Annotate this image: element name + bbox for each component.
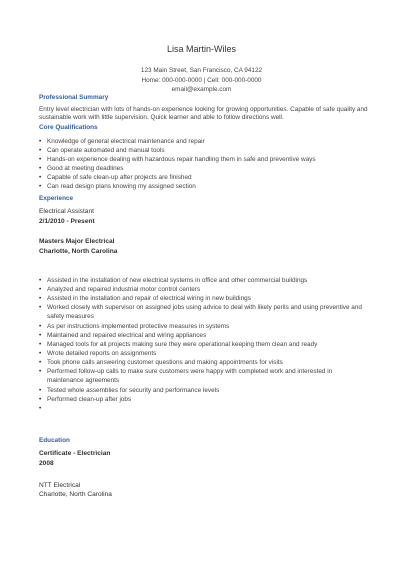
contact-block — [0, 66, 403, 95]
list-item: • Knowledge of general electrical maintenance and repair — [39, 137, 369, 146]
job-date: 2/1/2010 - Present — [39, 218, 95, 225]
email-line: email@example.com — [171, 86, 232, 93]
list-item: • Hands-on experience dealing with hazardous repair handling them in safe and preventive ways — [39, 155, 369, 164]
address-line: 123 Main Street, San Francisco, CA 94122 — [140, 67, 263, 74]
certificate-title: Certificate - Electrician — [39, 450, 111, 457]
section-heading-experience: Experience — [39, 195, 74, 202]
certificate-year: 2008 — [39, 460, 54, 467]
list-item: • As per instructions implemented protective measures in systems — [39, 322, 369, 331]
degree-title: Masters Major Electrical — [39, 238, 115, 245]
list-item: • Performed follow-up calls to make sure customers were happy with completed work and interested in maintenance agreements — [39, 367, 369, 386]
list-item: • Tested whole assemblies for security and performance levels — [39, 386, 369, 395]
list-item: • Can operate automated and manual tools — [39, 146, 369, 155]
list-item: • Worked closely with supervisor on assigned jobs using advice to deal with likely perils and using preventive and safety measures — [39, 303, 369, 322]
list-item: • Assisted in the installation of new electrical systems in office and other commercial buildings — [39, 276, 369, 285]
section-heading-summary: Professional Summary — [39, 94, 109, 101]
list-item: • Assisted in the installation and repair of electrical wiring in new buildings — [39, 294, 369, 303]
list-item: • Took phone calls answering customer questions and making appointments for visits — [39, 358, 369, 367]
phone-line: Home: 000-000-0000 | Cell: 000-000-0000 — [141, 76, 262, 84]
school-location: Charlotte, North Carolina — [39, 491, 112, 498]
section-heading-core-qualifications: Core Qualifications — [39, 124, 98, 131]
list-item: • Wrote detailed reports on assignments — [39, 349, 369, 358]
duties-list — [39, 276, 369, 404]
core-qualifications-list — [39, 137, 369, 191]
list-item: • Can read design plans knowing my assigned section — [39, 182, 369, 191]
job-title: Electrical Assistant — [39, 208, 94, 215]
list-item: • Managed tools for all projects making sure they were operational keeping them clean and ready — [39, 340, 369, 349]
section-heading-education: Education — [39, 437, 70, 444]
summary-text: Entry level electrician with lots of hands-on experience looking for growing opportunities. Capable of safe quality and sustainable work with little supervision. Quick learner and able to follow directions well. — [39, 106, 368, 122]
list-item: • Good at meeting deadlines — [39, 164, 369, 173]
list-item: • Performed clean-up after jobs — [39, 395, 369, 404]
applicant-name: Lisa Martin-Wiles — [166, 44, 236, 54]
degree-location: Charlotte, North Carolina — [39, 248, 118, 255]
list-item: • Capable of safe clean-up after projects are finished — [39, 173, 369, 182]
list-item: • Maintained and repaired electrical and wiring appliances — [39, 331, 369, 340]
school-name: NTT Electrical — [39, 482, 81, 489]
list-item: • Analyzed and repaired industrial motor control centers — [39, 285, 369, 294]
